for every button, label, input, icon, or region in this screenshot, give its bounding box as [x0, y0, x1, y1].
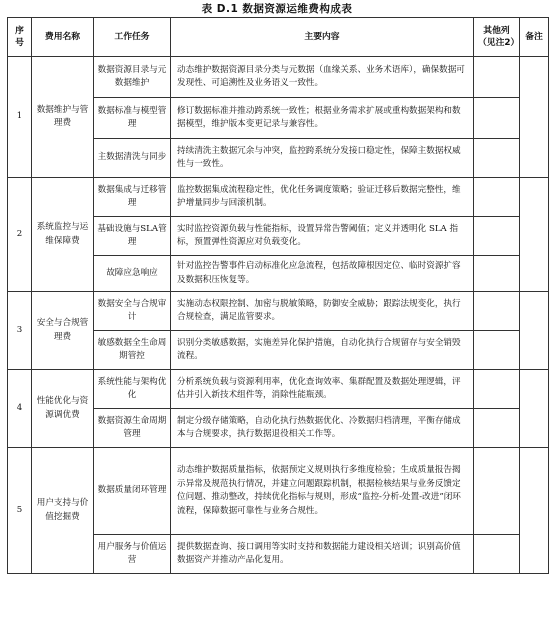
cell-task: 用户服务与价值运营	[94, 535, 171, 574]
cell-content: 修订数据标准并推动跨系统一致性；根据业务需求扩展或重构数据架构和数据模型，维护版本变更记录与兼容性。	[171, 98, 474, 139]
cell-task: 数据资源生命周期管理	[94, 409, 171, 448]
cell-other	[474, 217, 520, 256]
cell-remark	[520, 370, 549, 448]
cell-other	[474, 139, 520, 178]
cell-name: 性能优化与资源调优费	[32, 370, 94, 448]
table-header-row	[8, 18, 549, 57]
cell-task: 敏感数据全生命周期管控	[94, 331, 171, 370]
cell-seq: 3	[8, 292, 32, 370]
header-seq: 序号	[8, 18, 32, 57]
header-other: 其他列（见注2）	[474, 18, 520, 57]
cell-seq: 1	[8, 57, 32, 178]
cell-content: 提供数据查询、接口调用等实时支持和数据能力建设相关培训；识别高价值数据资产并推动产品化复用。	[171, 535, 474, 574]
cell-remark	[520, 292, 549, 370]
cell-task: 主数据清洗与同步	[94, 139, 171, 178]
table-row	[8, 178, 549, 217]
header-remark: 备注	[520, 18, 549, 57]
cell-other	[474, 256, 520, 292]
header-name: 费用名称	[32, 18, 94, 57]
cell-other	[474, 178, 520, 217]
cell-seq: 5	[8, 448, 32, 574]
cell-content: 实时监控资源负载与性能指标，设置异常告警阈值；定义并透明化 SLA 指标，预置弹性资源应对负载变化。	[171, 217, 474, 256]
cell-name: 用户支持与价值挖掘费	[32, 448, 94, 574]
cell-task: 故障应急响应	[94, 256, 171, 292]
cell-task: 数据标准与模型管理	[94, 98, 171, 139]
cell-name: 系统监控与运维保障费	[32, 178, 94, 292]
table-row	[8, 370, 549, 409]
table-row	[8, 292, 549, 331]
cell-other	[474, 292, 520, 331]
table-row	[8, 57, 549, 98]
cell-other	[474, 98, 520, 139]
cell-task: 数据集成与迁移管理	[94, 178, 171, 217]
cell-other	[474, 448, 520, 535]
cell-content: 分析系统负载与资源利用率，优化查询效率、集群配置及数据处理逻辑，评估并引入新技术组件等，消除性能瓶颈。	[171, 370, 474, 409]
cell-content: 监控数据集成流程稳定性，优化任务调度策略；验证迁移后数据完整性，维护增量同步与回滚机制。	[171, 178, 474, 217]
cell-content: 识别分类敏感数据，实施差异化保护措施，自动化执行合规留存与安全销毁流程。	[171, 331, 474, 370]
cell-name: 数据维护与管理费	[32, 57, 94, 178]
cell-task: 数据资源目录与元数据维护	[94, 57, 171, 98]
cell-seq: 2	[8, 178, 32, 292]
cell-seq: 4	[8, 370, 32, 448]
cell-name: 安全与合规管理费	[32, 292, 94, 370]
cell-content: 针对监控告警事件启动标准化应急流程，包括故障根因定位、临时资源扩容及数据积压恢复等。	[171, 256, 474, 292]
cell-content: 制定分级存储策略，自动化执行热数据优化、冷数据归档清理，平衡存储成本与合规要求，执行数据退役相关工作等。	[171, 409, 474, 448]
cell-other	[474, 331, 520, 370]
cell-remark	[520, 448, 549, 574]
cell-other	[474, 409, 520, 448]
cell-task: 数据质量闭环管理	[94, 448, 171, 535]
cell-other	[474, 57, 520, 98]
cell-other	[474, 535, 520, 574]
cell-content: 实施动态权限控制、加密与脱敏策略，防御安全威胁；跟踪法规变化，执行合规检查，满足监管要求。	[171, 292, 474, 331]
cell-remark	[520, 57, 549, 178]
cell-content: 动态维护数据资源目录分类与元数据（血缘关系、业务术语库），确保数据可发现性、可追溯性及业务语义一致性。	[171, 57, 474, 98]
table-title: 表 D.1 数据资源运维费构成表	[201, 3, 353, 15]
cell-task: 数据安全与合规审计	[94, 292, 171, 331]
header-task: 工作任务	[94, 18, 171, 57]
cell-task: 系统性能与架构优化	[94, 370, 171, 409]
table-row	[8, 448, 549, 535]
cell-remark	[520, 178, 549, 292]
cost-composition-table	[7, 17, 549, 574]
cell-task: 基础设施与SLA管理	[94, 217, 171, 256]
header-content: 主要内容	[171, 18, 474, 57]
cell-content: 动态维护数据质量指标，依据预定义规则执行多维度检验；生成质量报告揭示异常及规范执行情况，并建立问题跟踪机制，根据检核结果与业务反馈定位问题、推动整改，持续优化指标与规则，形成“监控-分析-处置-改进”闭环流程，保障数据可靠性与业务合规性。	[171, 448, 474, 535]
cell-other	[474, 370, 520, 409]
cell-content: 持续清洗主数据冗余与冲突，监控跨系统分发接口稳定性，保障主数据权威性与一致性。	[171, 139, 474, 178]
